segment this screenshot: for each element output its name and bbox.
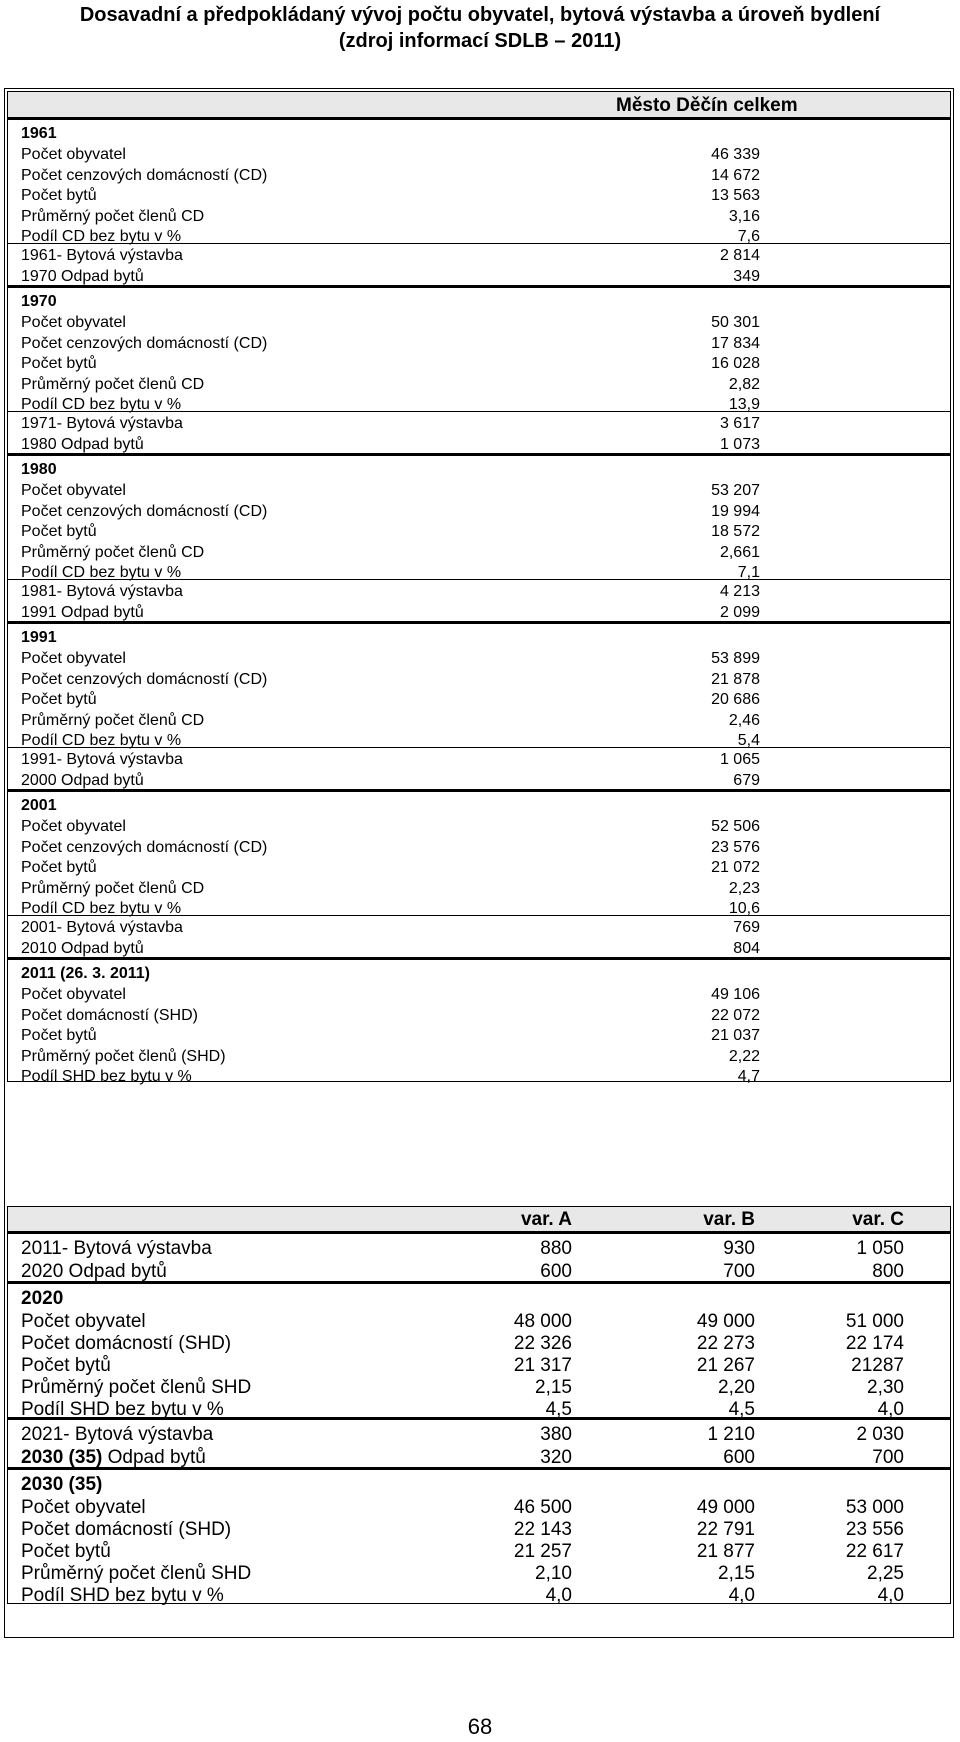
build-row xyxy=(8,1422,950,1446)
row-value: 10,6 xyxy=(728,900,760,917)
table-row xyxy=(8,205,950,226)
table-row xyxy=(8,1024,950,1045)
row-label: Průměrný počet členů CD xyxy=(21,207,205,225)
loss-row-value: 700 xyxy=(872,1447,904,1468)
census-block-4 xyxy=(7,790,951,958)
row-label: Počet obyvatel xyxy=(21,482,126,499)
census-year-label: 1961 xyxy=(21,125,57,142)
row-label: Počet cenzových domácností (CD) xyxy=(21,334,268,352)
table-row xyxy=(8,352,950,373)
build-label: 1961- Bytová výstavba xyxy=(21,247,183,264)
build-value: 769 xyxy=(733,919,760,936)
build-value: 1 065 xyxy=(719,751,760,768)
loss-value: 1 073 xyxy=(719,436,760,453)
row-label: Počet cenzových domácností (CD) xyxy=(21,670,268,688)
table-row-value: 22 326 xyxy=(513,1333,572,1354)
forecast-year xyxy=(8,1286,950,1310)
table-row-value: 48 000 xyxy=(513,1311,572,1332)
table-row-value: 21 257 xyxy=(513,1541,572,1562)
row-label: Počet obyvatel xyxy=(21,986,126,1003)
table-row xyxy=(8,983,950,1004)
variant-b-label: var. B xyxy=(703,1209,755,1230)
title-line-1: Dosavadní a předpokládaný vývoj počtu obyvatel, bytová výstavba a úroveň bydlení xyxy=(79,4,881,26)
data-table xyxy=(4,88,954,1638)
table-row xyxy=(8,1353,950,1377)
census-year-label: 2001 xyxy=(21,797,57,814)
row-label: Počet bytů xyxy=(21,355,97,372)
table-row xyxy=(8,1375,950,1399)
row-label: Průměrný počet členů (SHD) xyxy=(21,1047,226,1065)
table-row xyxy=(8,1331,950,1355)
build-row-value: 2 030 xyxy=(856,1424,904,1445)
row-value: 46 339 xyxy=(711,146,760,163)
row-value: 49 106 xyxy=(711,986,760,1003)
table-row-value: 2,15 xyxy=(718,1563,755,1584)
table-row-label: Počet bytů xyxy=(21,1541,111,1562)
table-row xyxy=(8,143,950,164)
row-label: Počet obyvatel xyxy=(21,818,126,835)
build-value: 3 617 xyxy=(719,415,760,432)
build-row xyxy=(8,1236,950,1260)
forecast-year-label: 2030 (35) xyxy=(21,1474,103,1495)
loss-row xyxy=(8,1445,950,1469)
table-row-label: Počet obyvatel xyxy=(21,1311,146,1332)
row-label: Počet obyvatel xyxy=(21,650,126,667)
variant-c-label: var. C xyxy=(852,1209,904,1230)
row-label: Průměrný počet členů CD xyxy=(21,711,205,729)
table-row-label: Počet obyvatel xyxy=(21,1497,146,1518)
loss-row xyxy=(8,937,950,959)
table-row xyxy=(8,815,950,836)
title-line-2: (zdroj informací SDLB – 2011) xyxy=(338,30,622,52)
row-value: 13,9 xyxy=(728,396,760,413)
row-value: 7,1 xyxy=(737,564,760,581)
table-row-value: 2,20 xyxy=(718,1377,755,1398)
row-value: 53 899 xyxy=(711,650,760,667)
build-value: 4 213 xyxy=(719,583,760,600)
row-label: Počet bytů xyxy=(21,691,97,708)
row-value: 18 572 xyxy=(711,523,760,540)
table-row xyxy=(8,1495,950,1519)
loss-value: 349 xyxy=(733,268,760,285)
table-row-value: 4,5 xyxy=(728,1399,755,1420)
table-row xyxy=(8,1517,950,1541)
loss-row-value: 800 xyxy=(872,1261,904,1282)
row-value: 52 506 xyxy=(711,818,760,835)
loss-row xyxy=(8,433,950,455)
row-value: 22 072 xyxy=(711,1006,760,1024)
table-row-value: 2,10 xyxy=(535,1563,572,1584)
table-row-label: Počet domácností (SHD) xyxy=(21,1519,232,1540)
table-row-value: 22 174 xyxy=(845,1333,904,1354)
row-value: 4,7 xyxy=(737,1068,760,1085)
row-label: Počet bytů xyxy=(21,523,97,540)
table-row-value: 2,15 xyxy=(535,1377,572,1398)
loss-value: 804 xyxy=(733,940,760,957)
table-row xyxy=(8,668,950,689)
table-row-value: 49 000 xyxy=(696,1497,755,1518)
table-row xyxy=(8,1004,950,1025)
table-row-label: Počet bytů xyxy=(21,1355,111,1376)
row-label: Počet cenzových domácností (CD) xyxy=(21,166,268,184)
forecast-year-label: 2020 xyxy=(21,1288,64,1309)
row-value: 2,23 xyxy=(728,879,760,897)
forecast-2011-block xyxy=(7,1232,951,1282)
loss-label: 2010 Odpad bytů xyxy=(21,940,144,957)
forecast-2020-block xyxy=(7,1282,951,1418)
table-row xyxy=(8,1583,950,1607)
table-row xyxy=(8,164,950,185)
census-block-0 xyxy=(7,118,951,286)
row-label: Průměrný počet členů CD xyxy=(21,879,205,897)
build-row-label: 2011- Bytová výstavba xyxy=(21,1238,212,1259)
table-row xyxy=(8,520,950,541)
row-value: 2,46 xyxy=(728,711,760,729)
loss-value: 2 099 xyxy=(719,604,760,621)
table-row xyxy=(8,688,950,709)
census-year-label: 1980 xyxy=(21,461,57,478)
variant-a-label: var. A xyxy=(520,1209,572,1230)
row-label: Počet bytů xyxy=(21,187,97,204)
row-label: Průměrný počet členů CD xyxy=(21,543,205,561)
row-value: 13 563 xyxy=(711,187,760,204)
row-value: 53 207 xyxy=(711,482,760,499)
row-value: 2,661 xyxy=(719,543,760,561)
row-value: 20 686 xyxy=(711,691,760,708)
forecast-2030-block xyxy=(7,1468,951,1604)
row-label: Průměrný počet členů CD xyxy=(21,375,205,393)
table-row-value: 21 267 xyxy=(696,1355,755,1376)
table-row xyxy=(8,877,950,898)
loss-row-value: 320 xyxy=(540,1447,572,1468)
build-row xyxy=(8,915,950,938)
table-row xyxy=(8,856,950,877)
row-label: Podíl SHD bez bytu v % xyxy=(21,1068,192,1085)
table-row xyxy=(8,1045,950,1066)
loss-label-year: 2030 (35) xyxy=(21,1447,103,1468)
loss-row-value: 600 xyxy=(723,1447,755,1468)
table-row-value: 22 273 xyxy=(696,1333,755,1354)
build-row-value: 1 210 xyxy=(707,1424,755,1445)
census-year xyxy=(8,794,950,817)
loss-label: 1991 Odpad bytů xyxy=(21,604,144,621)
table-row xyxy=(8,1309,950,1333)
row-label: Podíl CD bez bytu v % xyxy=(21,564,182,581)
table-row-value: 4,0 xyxy=(877,1585,904,1606)
table-row-label: Podíl SHD bez bytu v % xyxy=(21,1585,224,1606)
table-row-value: 21 317 xyxy=(513,1355,572,1376)
loss-label: 1970 Odpad bytů xyxy=(21,268,144,285)
row-label: Podíl CD bez bytu v % xyxy=(21,732,182,749)
table-row-value: 49 000 xyxy=(696,1311,755,1332)
table-row xyxy=(8,709,950,730)
row-label: Podíl CD bez bytu v % xyxy=(21,900,182,917)
loss-row-value: 700 xyxy=(723,1261,755,1282)
row-value: 19 994 xyxy=(711,502,760,520)
build-row xyxy=(8,579,950,602)
build-row-label: 2021- Bytová výstavba xyxy=(21,1424,214,1445)
build-row-value: 380 xyxy=(540,1424,572,1445)
table-row xyxy=(8,311,950,332)
row-label: Počet cenzových domácností (CD) xyxy=(21,838,268,856)
row-value: 2,82 xyxy=(728,375,760,393)
build-row xyxy=(8,411,950,434)
row-value: 21 878 xyxy=(711,670,760,688)
table-row-value: 22 143 xyxy=(513,1519,572,1540)
loss-row-value: 600 xyxy=(540,1261,572,1282)
row-label: Počet cenzových domácností (CD) xyxy=(21,502,268,520)
census-year xyxy=(8,962,950,985)
build-label: 1981- Bytová výstavba xyxy=(21,583,183,600)
build-row xyxy=(8,243,950,266)
table-row-value: 21 877 xyxy=(696,1541,755,1562)
forecast-2021-block xyxy=(7,1418,951,1468)
loss-label: 2000 Odpad bytů xyxy=(21,772,144,789)
loss-row xyxy=(8,601,950,623)
row-value: 21 037 xyxy=(711,1027,760,1044)
forecast-year xyxy=(8,1472,950,1496)
table-row-value: 4,0 xyxy=(728,1585,755,1606)
build-label: 1991- Bytová výstavba xyxy=(21,751,183,768)
loss-row xyxy=(8,1259,950,1283)
table-row xyxy=(8,1561,950,1585)
table-row-value: 23 556 xyxy=(845,1519,904,1540)
loss-label-text: Odpad bytů xyxy=(102,1447,206,1468)
table-row xyxy=(8,647,950,668)
table-row-value: 2,25 xyxy=(867,1563,904,1584)
column-header-label: Město Děčín celkem xyxy=(616,95,798,116)
census-block-3 xyxy=(7,622,951,790)
row-label: Počet obyvatel xyxy=(21,314,126,331)
table-row-value: 51 000 xyxy=(845,1311,904,1332)
row-label: Podíl CD bez bytu v % xyxy=(21,396,182,413)
table-row-value: 21287 xyxy=(851,1355,904,1376)
row-label: Počet bytů xyxy=(21,859,97,876)
table-row xyxy=(8,1539,950,1563)
loss-row xyxy=(8,265,950,287)
table-row xyxy=(8,479,950,500)
loss-row-label: 2020 Odpad bytů xyxy=(21,1261,167,1282)
table-row xyxy=(8,332,950,353)
census-block-5 xyxy=(7,958,951,1085)
row-label: Počet obyvatel xyxy=(21,146,126,163)
table-row-value: 4,0 xyxy=(545,1585,572,1606)
census-block-2 xyxy=(7,454,951,622)
row-value: 7,6 xyxy=(737,228,760,245)
row-value: 5,4 xyxy=(737,732,760,749)
page-number: 68 xyxy=(467,1714,493,1739)
table-row-label: Počet domácností (SHD) xyxy=(21,1333,232,1354)
table-row-label: Podíl SHD bez bytu v % xyxy=(21,1399,224,1420)
census-block-1 xyxy=(7,286,951,454)
row-value: 23 576 xyxy=(711,838,760,856)
loss-label: 1980 Odpad bytů xyxy=(21,436,144,453)
table-row-value: 2,30 xyxy=(867,1377,904,1398)
row-label: Počet domácností (SHD) xyxy=(21,1006,198,1024)
table-row-value: 4,0 xyxy=(877,1399,904,1420)
variant-header xyxy=(7,1206,951,1232)
loss-row xyxy=(8,769,950,791)
row-label: Počet bytů xyxy=(21,1027,97,1044)
table-row xyxy=(8,1065,950,1086)
table-row xyxy=(8,836,950,857)
census-year xyxy=(8,458,950,481)
build-row-value: 930 xyxy=(723,1238,755,1259)
row-value: 17 834 xyxy=(711,334,760,352)
row-value: 2,22 xyxy=(728,1047,760,1065)
build-value: 2 814 xyxy=(719,247,760,264)
census-year xyxy=(8,626,950,649)
census-year-label: 1970 xyxy=(21,293,57,310)
row-value: 21 072 xyxy=(711,859,760,876)
row-value: 3,16 xyxy=(728,207,760,225)
census-year-label: 2011 (26. 3. 2011) xyxy=(21,965,150,982)
build-row-value: 1 050 xyxy=(856,1238,904,1259)
loss-value: 679 xyxy=(733,772,760,789)
build-row-value: 880 xyxy=(540,1238,572,1259)
page-title xyxy=(0,2,960,54)
census-year xyxy=(8,122,950,145)
table-row xyxy=(8,541,950,562)
table-row-label: Průměrný počet členů SHD xyxy=(21,1563,252,1584)
row-label: Podíl CD bez bytu v % xyxy=(21,228,182,245)
loss-label xyxy=(21,1445,206,1470)
row-value: 16 028 xyxy=(711,355,760,372)
build-row xyxy=(8,747,950,770)
table-row-value: 4,5 xyxy=(545,1399,572,1420)
table-row-value: 22 791 xyxy=(696,1519,755,1540)
column-header xyxy=(7,91,951,118)
census-year xyxy=(8,290,950,313)
table-row-value: 46 500 xyxy=(513,1497,572,1518)
row-value: 50 301 xyxy=(711,314,760,331)
table-row-value: 53 000 xyxy=(845,1497,904,1518)
table-row xyxy=(8,500,950,521)
build-label: 2001- Bytová výstavba xyxy=(21,919,183,936)
table-row xyxy=(8,373,950,394)
table-row xyxy=(8,184,950,205)
build-label: 1971- Bytová výstavba xyxy=(21,415,183,432)
census-year-label: 1991 xyxy=(21,629,57,646)
table-row-label: Průměrný počet členů SHD xyxy=(21,1377,252,1398)
table-row-value: 22 617 xyxy=(845,1541,904,1562)
row-value: 14 672 xyxy=(711,166,760,184)
